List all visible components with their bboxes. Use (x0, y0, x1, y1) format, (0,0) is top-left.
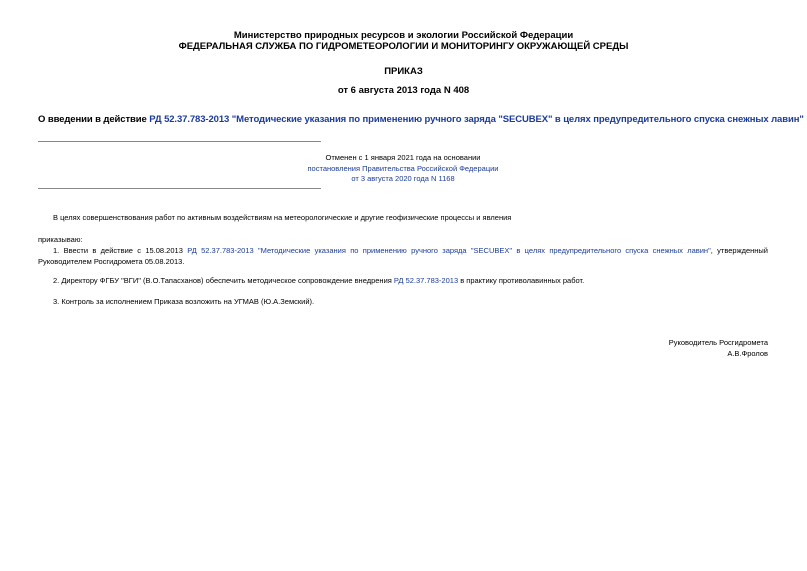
signature-block (669, 337, 768, 359)
service-name: ФЕДЕРАЛЬНАЯ СЛУЖБА ПО ГИДРОМЕТЕОРОЛОГИИ И МОНИТОРИНГУ ОКРУЖАЮЩЕЙ СРЕДЫ (178, 41, 629, 52)
cancel-note-text: Отменен с 1 января 2021 года на основании (325, 153, 481, 162)
signature-position: Руководитель Росгидромета (668, 338, 768, 347)
item1-link[interactable]: РД 52.37.783-2013 "Методические указания по применению ручного заряда "SECUBEX" в целях предупредительного спуска снежных лавин" (187, 246, 711, 255)
item2-suffix: в практику противолавинных работ. (458, 276, 585, 285)
subject-prefix: О введении в действие (38, 114, 150, 125)
order-item-3: 3. Контроль за исполнением Приказа возложить на УГМАВ (Ю.А.Земский). (53, 297, 315, 306)
divider-top (38, 141, 321, 142)
document-subject (38, 114, 804, 125)
document-type: ПРИКАЗ (384, 66, 423, 77)
item2-prefix: 2. Директору ФГБУ "ВГИ" (В.О.Тапасханов) обеспечить методическое сопровождение внедрения (53, 276, 394, 285)
item2-link[interactable]: РД 52.37.783-2013 (393, 276, 459, 285)
cancel-note-link-date[interactable]: от 3 августа 2020 года N 1168 (351, 174, 455, 183)
cancel-note-link-decree[interactable]: постановления Правительства Российской Федерации (307, 163, 499, 173)
divider-bottom (38, 188, 321, 189)
signature-name: А.В.Фролов (727, 349, 768, 358)
item1-suffix: , утвержденный Руководителем Росгидромета 05.08.2013. (38, 246, 768, 266)
order-word: приказываю: (38, 235, 83, 244)
document-date: от 6 августа 2013 года N 408 (337, 85, 470, 96)
intro-paragraph: В целях совершенствования работ по активным воздействиям на метеорологические и другие геофизические процессы и явления (53, 213, 512, 222)
subject-link[interactable]: РД 52.37.783-2013 "Методические указания по применению ручного заряда "SECUBEX" в целях предупредительного спуска снежных лавин" (149, 114, 804, 125)
order-item-2 (53, 275, 773, 286)
cancel-note (200, 153, 606, 185)
item1-prefix: 1. Ввести в действие с 15.08.2013 (53, 246, 188, 255)
ministry-name: Министерство природных ресурсов и экологии Российской Федерации (233, 30, 574, 41)
order-item-1 (38, 245, 768, 267)
